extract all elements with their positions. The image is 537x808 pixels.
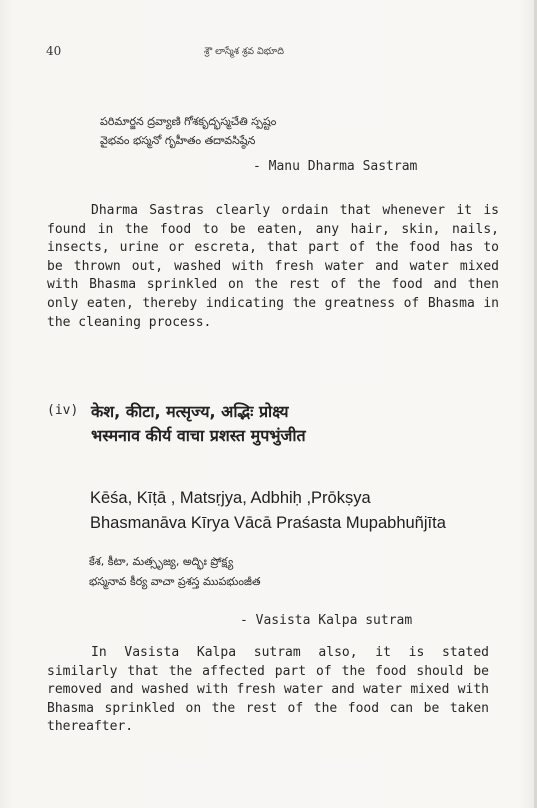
transliteration-line: Bhasmanāva Kīrya Vācā Praśasta Mupabhuñjīta — [90, 514, 446, 532]
transliteration-line: Kēśa, Kīṭā , Matsṛjya, Adbhiḥ ,Prōkṣya — [90, 489, 371, 507]
devanagari-line: केश, कीटा, मत्सृज्य, अद्भिः प्रोक्ष्य — [91, 402, 289, 421]
shloka-label: (iv) — [47, 403, 79, 418]
telugu-verse-1 — [100, 112, 276, 150]
paragraph-1 — [47, 202, 499, 332]
page-header — [46, 44, 497, 64]
telugu-verse-2-line: కేశ, కీటా, మత్సృజ్య, అద్భిః ప్రోక్ష్య — [89, 555, 234, 568]
telugu-verse-2-line: భస్మనావ కీర్య వాచా ప్రశస్త ముపభుంజీత — [89, 575, 261, 588]
verse-1-attribution: - Manu Dharma Sastram — [253, 159, 418, 174]
telugu-verse-1-line: వైభవం భస్మనో గృహీతం తదావసిష్ఠేన — [100, 134, 256, 147]
paragraph-1-text: Dharma Sastras clearly ordain that whenever it is found in the food to be eaten, any hair, skin, nails, insects, urine or escreta, that part of the food has to be thrown out, washed with fresh water and water mixed with Bhasma sprinkled on the rest of the food and then only eaten, thereby indicating the greatness of Bhasma in the cleaning process. — [47, 203, 499, 330]
paragraph-2 — [47, 644, 489, 737]
telugu-verse-2 — [89, 552, 261, 592]
running-title: శ్రౌ లాస్మేశ శ్రవ విభూది — [204, 46, 284, 57]
devanagari-verse — [91, 400, 306, 448]
telugu-verse-1-line: పరిమార్జన ద్రవ్యాణి గోశకృద్భస్మచేతి స్పష్టం — [100, 115, 277, 128]
shloka-iv-attribution: - Vasista Kalpa sutram — [240, 613, 413, 628]
transliteration-verse — [90, 486, 446, 536]
devanagari-line: भस्मनाव कीर्य वाचा प्रशस्त मुपभुंजीत — [91, 426, 306, 445]
paragraph-2-text: In Vasista Kalpa sutram also, it is stated similarly that the affected part of the food should be removed and washed with fresh water and water mixed with Bhasma sprinkled on the rest of the food can be taken thereafter. — [47, 645, 489, 735]
page-number: 40 — [46, 44, 62, 58]
